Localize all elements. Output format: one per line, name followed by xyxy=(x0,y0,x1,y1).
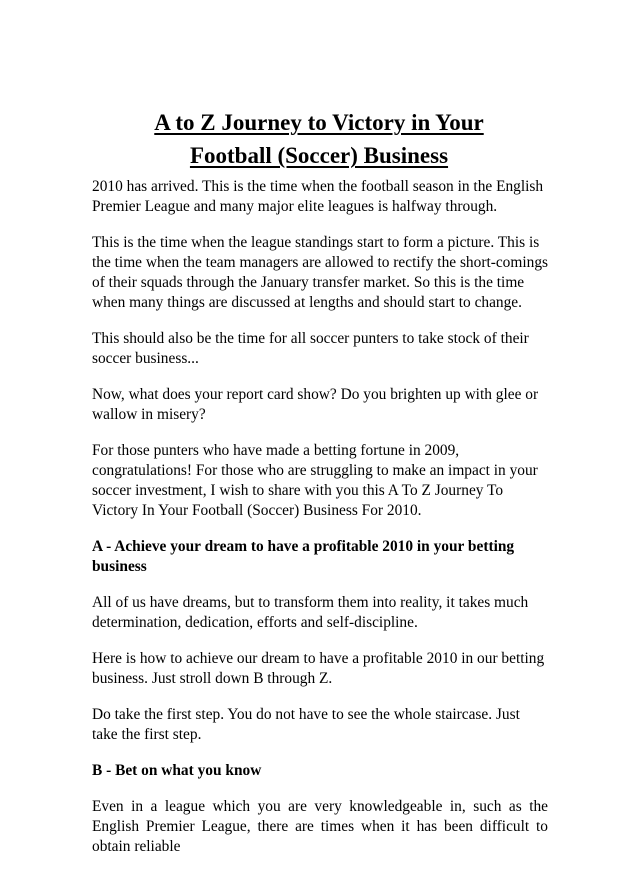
paragraph-intro: 2010 has arrived. This is the time when the football season in the English Premier League and many major elite leagues is halfway through. xyxy=(92,178,544,215)
paragraph-first-step: Do take the first step. You do not have to see the whole staircase. Just take the first step. xyxy=(92,706,520,743)
paragraph-league-standings: This is the time when the league standings start to form a picture. This is the time when the team managers are allowed to rectify the short-comings of their squads through the January transfer market. So this is the time when many things are discussed at lengths and should start to change. xyxy=(92,234,549,311)
paragraph-report-card: Now, what does your report card show? Do you brighten up with glee or wallow in misery? xyxy=(92,386,539,423)
document-body xyxy=(92,177,548,873)
title-line-1: A to Z Journey to Victory in Your xyxy=(154,110,484,135)
paragraph-bet-knowledge: Even in a league which you are very knowledgeable in, such as the English Premier League, there are times when it has been difficult to obtain reliable xyxy=(92,798,548,855)
title-line-2: Football (Soccer) Business xyxy=(189,143,449,168)
paragraph-take-stock: This should also be the time for all soccer punters to take stock of their soccer business... xyxy=(92,330,529,367)
document-title xyxy=(92,106,546,172)
paragraph-how-to-achieve: Here is how to achieve our dream to have a profitable 2010 in our betting business. Just stroll down B through Z. xyxy=(92,650,545,687)
section-heading-b: B - Bet on what you know xyxy=(92,762,262,779)
section-heading-a: A - Achieve your dream to have a profitable 2010 in your betting business xyxy=(92,538,515,575)
paragraph-congratulations: For those punters who have made a betting fortune in 2009, congratulations! For those who are struggling to make an impact in your soccer investment, I wish to share with you this A To Z Journey To Victory In Your Football (Soccer) Business For 2010. xyxy=(92,442,538,519)
paragraph-dreams: All of us have dreams, but to transform them into reality, it takes much determination, dedication, efforts and self-discipline. xyxy=(92,594,529,631)
